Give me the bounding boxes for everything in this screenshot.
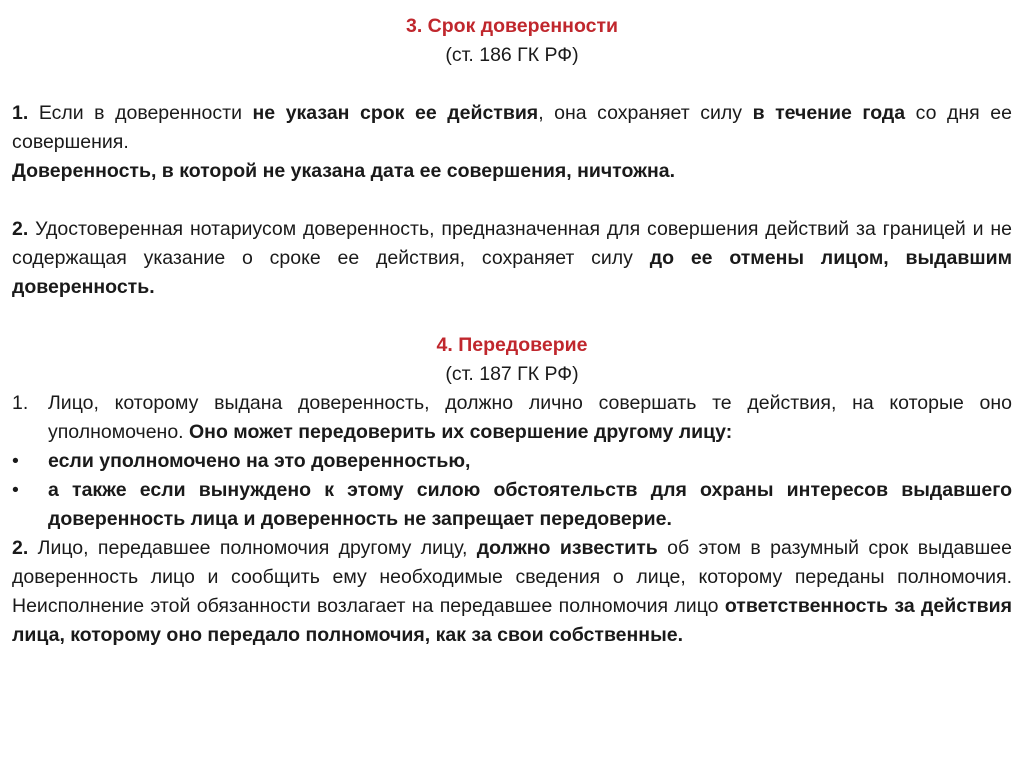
section3-subtitle: (ст. 186 ГК РФ) <box>445 44 579 66</box>
item-number: 1. <box>12 392 29 414</box>
text-fragment: , она сохраняет силу <box>538 102 753 124</box>
bullet-icon: • <box>12 450 19 472</box>
text-fragment: об этом в разумный срок выдавшее доверенность лицо и сообщить ему необходимые сведения о лице, которому переданы полномочия. Неисполнение этой обязанности возлагает на передавшее полномочия лицо <box>12 537 1012 617</box>
section3-title: 3. Срок доверенности <box>406 15 618 37</box>
section3-paragraph-2 <box>12 215 1012 302</box>
section3-paragraph-1 <box>12 99 1012 157</box>
bold-fragment: Доверенность, в которой не указана дата ее совершения, ничтожна. <box>12 160 675 182</box>
bullet-text: а также если вынуждено к этому силою обстоятельств для охраны интересов выдавшего доверенность лица и доверенность не запрещает передоверие. <box>48 479 1012 530</box>
section3-void-rule <box>12 157 1012 186</box>
item-body <box>48 389 1012 447</box>
paragraph-number: 2. <box>12 218 29 240</box>
bold-fragment: не указан срок ее действия <box>252 102 539 124</box>
text-fragment: Лицо, которому выдана доверенность, должно лично совершать те действия, на которые оно уполномочено. <box>48 392 1012 443</box>
section4-title: 4. Передоверие <box>436 334 588 356</box>
section4-item-1 <box>12 389 1012 447</box>
bullet-text: если уполномочено на это доверенностью, <box>48 450 471 472</box>
bullet-item <box>12 476 1012 534</box>
paragraph-number: 1. <box>12 102 29 124</box>
section4-subtitle: (ст. 187 ГК РФ) <box>445 363 579 385</box>
text-fragment: Если в доверенности <box>28 102 253 124</box>
bold-fragment: в течение года <box>752 102 906 124</box>
bold-fragment: ответственность за действия лица, которому оно передало полномочия, как за свои собственные. <box>12 595 1012 646</box>
bold-fragment: должно известить <box>476 537 658 559</box>
bullet-icon: • <box>12 479 19 501</box>
bullet-item <box>12 447 1012 476</box>
text-fragment: Удостоверенная нотариусом доверенность, предназначенная для совершения действий за границей и не содержащая указание о сроке ее действия, сохраняет силу <box>12 218 1012 269</box>
paragraph-number: 2. <box>12 537 29 559</box>
bold-fragment: Оно может передоверить их совершение другому лицу: <box>189 421 733 443</box>
text-fragment: Лицо, передавшее полномочия другому лицу, <box>28 537 477 559</box>
section4-item-2 <box>12 534 1012 650</box>
bold-fragment: до ее отмены лицом, выдавшим доверенность. <box>12 247 1012 298</box>
text-fragment: со дня ее совершения. <box>12 102 1012 153</box>
